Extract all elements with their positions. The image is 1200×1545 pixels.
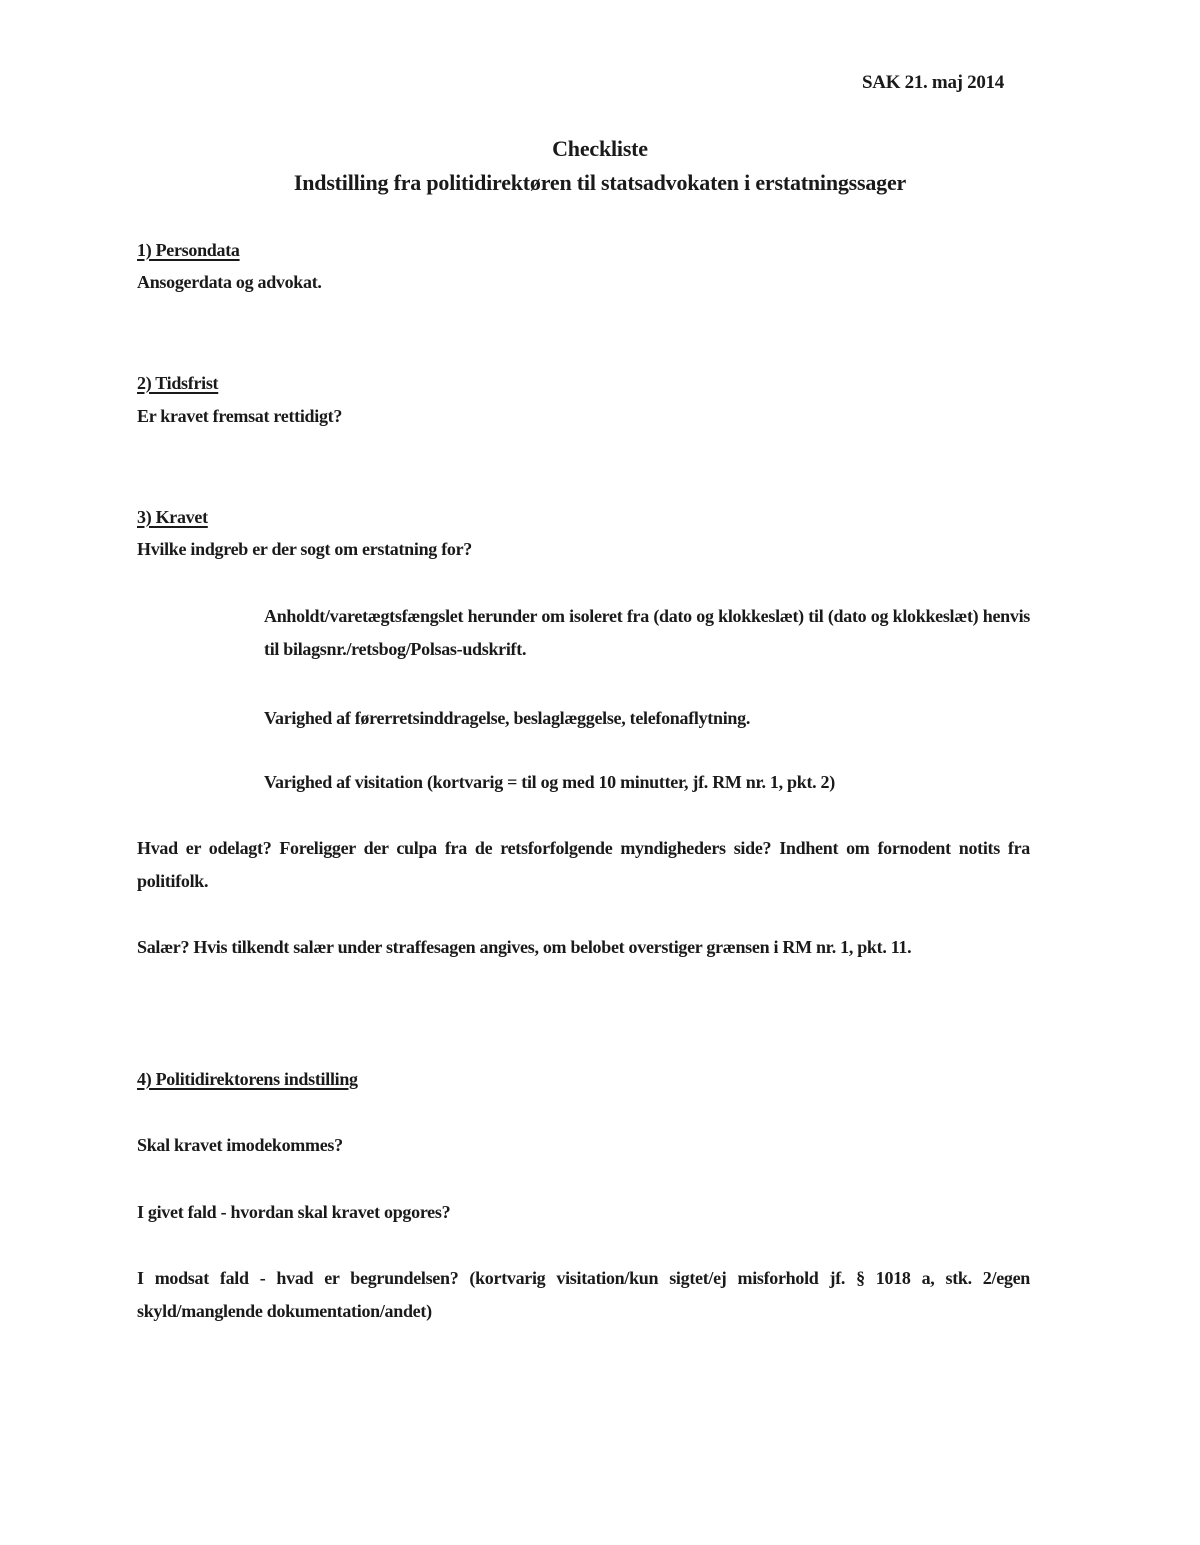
section-text-tidsfrist: Er kravet fremsat rettidigt? <box>137 406 343 426</box>
document-subtitle: Indstilling fra politidirektøren til statsadvokaten i erstatningssager <box>293 170 907 195</box>
section-heading-persondata: 1) Persondata <box>137 240 240 260</box>
section-heading-kravet: 3) Kravet <box>137 507 208 527</box>
section-heading-tidsfrist: 2) Tidsfrist <box>137 373 219 393</box>
kravet-paragraph-fee: Salær? Hvis tilkendt salær under straffesagen angives, om belobet overstiger grænsen i RM nr. 1, pkt. 11. <box>137 937 912 957</box>
section-heading-indstilling: 4) Politidirektorens indstilling <box>137 1069 358 1089</box>
kravet-item-detention: Anholdt/varetægtsfængslet herunder om isoleret fra (dato og klokkeslæt) til (dato og klokkeslæt) henvis til bilagsnr./retsbog/Polsas-udskrift. <box>264 606 1030 659</box>
document-title: Checkliste <box>552 136 648 161</box>
indstilling-question-accept: Skal kravet imodekommes? <box>137 1135 343 1155</box>
indstilling-question-calculation: I givet fald - hvordan skal kravet opgores? <box>137 1202 451 1222</box>
indstilling-question-reason: I modsat fald - hvad er begrundelsen? (kortvarig visitation/kun sigtet/ej misforhold jf. § 1018 a, stk. 2/egen skyld/manglende dokumentation/andet) <box>137 1268 1030 1321</box>
document-date: SAK 21. maj 2014 <box>862 72 1004 93</box>
section-text-kravet: Hvilke indgreb er der sogt om erstatning for? <box>137 539 472 559</box>
kravet-paragraph-damage: Hvad er odelagt? Foreligger der culpa fra de retsforfolgende myndigheders side? Indhent om fornodent notits fra politifolk. <box>137 838 1030 891</box>
section-text-persondata: Ansogerdata og advokat. <box>137 272 322 292</box>
kravet-item-search-duration: Varighed af visitation (kortvarig = til og med 10 minutter, jf. RM nr. 1, pkt. 2) <box>264 772 835 792</box>
kravet-item-license-seizure: Varighed af førerretsinddragelse, beslaglæggelse, telefonaflytning. <box>264 708 751 728</box>
